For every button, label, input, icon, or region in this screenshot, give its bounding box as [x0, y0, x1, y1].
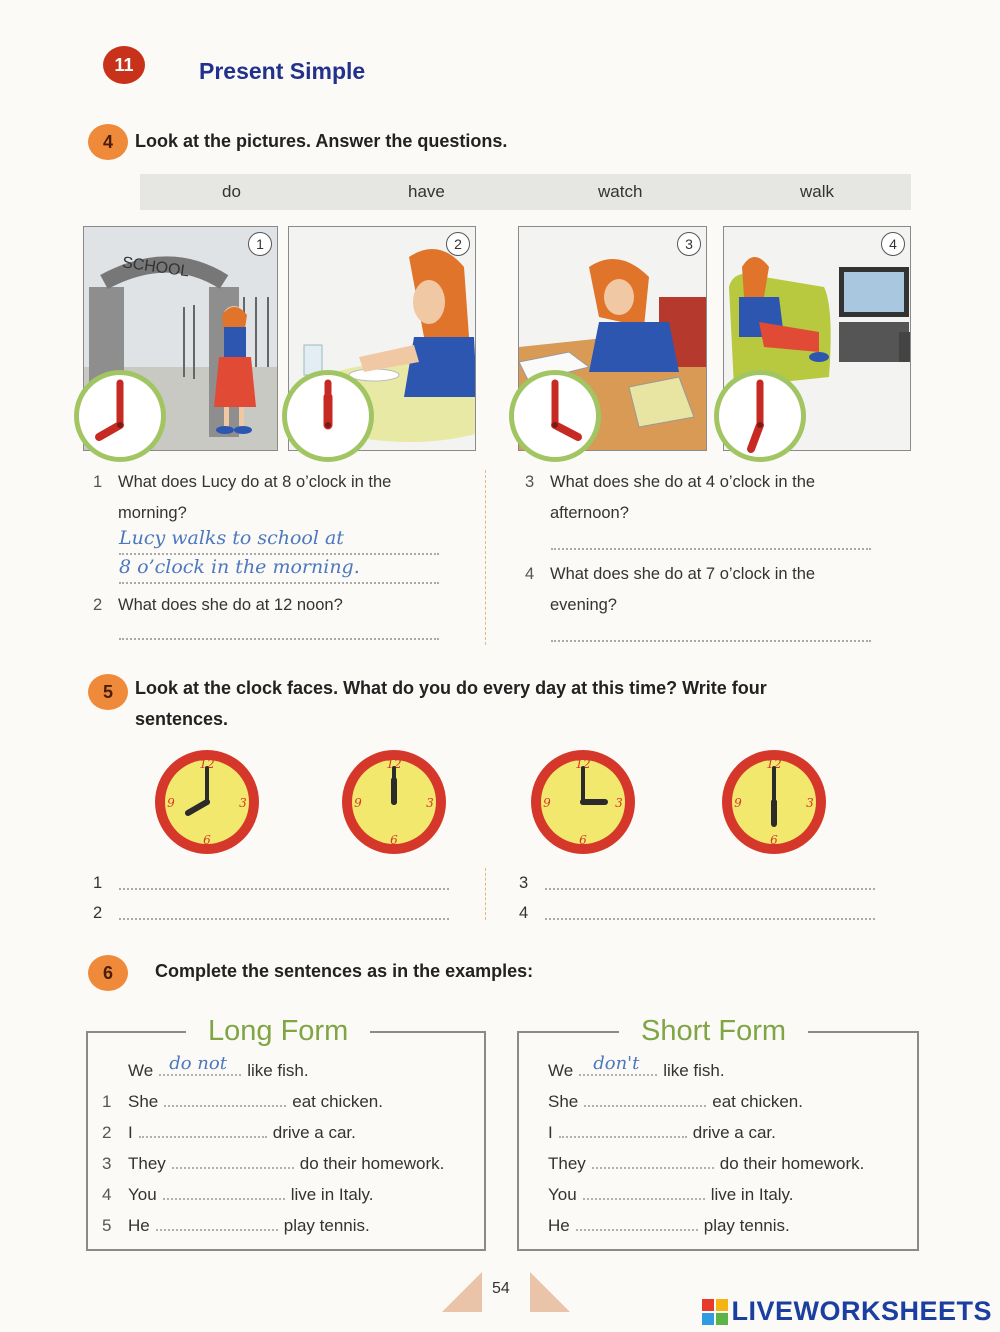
rest: play tennis.	[703, 1216, 790, 1235]
page-number: 54	[492, 1280, 510, 1297]
blank-input[interactable]	[139, 1124, 267, 1138]
unit-title: Present Simple	[199, 58, 366, 84]
verb-do: do	[222, 182, 241, 201]
example-blank	[159, 1053, 241, 1076]
verb-have: have	[408, 182, 445, 201]
sentence-2-line[interactable]	[119, 904, 449, 920]
answer-4-line[interactable]	[551, 626, 871, 642]
exercise-5-instruction	[135, 673, 925, 735]
numeral-9: 9	[354, 796, 362, 810]
blank-input[interactable]	[559, 1124, 687, 1138]
short-form-row-3	[519, 1154, 864, 1174]
numeral-3: 3	[806, 796, 814, 810]
page-corner-right	[530, 1272, 570, 1312]
long-form-row-2	[88, 1123, 356, 1143]
exercise-5-instruction-line2: sentences.	[135, 709, 229, 729]
subject: I	[548, 1123, 553, 1142]
verb-watch: watch	[598, 182, 643, 201]
verb-walk: walk	[800, 182, 835, 201]
numeral-6: 6	[203, 833, 211, 847]
subject: We	[548, 1061, 574, 1080]
clock-badge-12noon	[282, 370, 374, 462]
numeral-12: 12	[386, 757, 402, 771]
sentence-1-line[interactable]	[119, 874, 449, 890]
unit-number-badge: 11	[103, 46, 145, 84]
question-4-text-line2: evening?	[550, 596, 617, 614]
page-corner-left	[442, 1272, 482, 1312]
numeral-12: 12	[766, 757, 782, 771]
numeral-6: 6	[579, 833, 587, 847]
short-form-row-2	[519, 1123, 776, 1143]
clock-center	[771, 799, 777, 805]
numeral-9: 9	[167, 796, 175, 810]
sentence-number-1: 1	[93, 874, 103, 892]
clock-center	[580, 799, 586, 805]
short-form-example	[519, 1053, 725, 1081]
numeral-12: 12	[575, 757, 591, 771]
picture-number: 2	[446, 232, 470, 256]
exercise-5-instruction-line1: Look at the clock faces. What do you do every day at this time? Write four	[135, 678, 767, 698]
column-divider	[485, 470, 486, 645]
question-number: 3	[525, 473, 535, 491]
subject: You	[128, 1185, 157, 1204]
school-sign-text: SCHOOL	[121, 254, 191, 281]
exercise-6-instruction: Complete the sentences as in the examples:	[155, 961, 534, 981]
question-2-text: What does she do at 12 noon?	[118, 596, 343, 614]
answer-2-line[interactable]	[119, 624, 439, 640]
picture-number: 1	[248, 232, 272, 256]
row-number: 1	[102, 1092, 112, 1111]
sentence-4-line[interactable]	[545, 904, 875, 920]
exercise-5-badge: 5	[88, 674, 128, 710]
question-4-text: What does she do at 7 o’clock in the	[550, 565, 816, 583]
blank-input[interactable]	[583, 1186, 705, 1200]
example-answer-handwriting: do not	[169, 1053, 227, 1074]
clock-face-1	[153, 748, 261, 856]
numeral-3: 3	[615, 796, 623, 810]
subject: He	[128, 1216, 150, 1235]
rest: do their homework.	[299, 1154, 445, 1173]
clock-hands-icon	[514, 375, 596, 457]
clock-hands-icon	[719, 375, 801, 457]
clock-hands-icon	[79, 375, 161, 457]
rest: drive a car.	[692, 1123, 776, 1142]
subject: You	[548, 1185, 577, 1204]
exercise-6-badge: 6	[88, 955, 128, 991]
rest: eat chicken.	[712, 1092, 803, 1111]
numeral-9: 9	[543, 796, 551, 810]
rest: live in Italy.	[290, 1185, 374, 1204]
rest: play tennis.	[283, 1216, 370, 1235]
question-3-text-line2: afternoon?	[550, 504, 629, 522]
question-1	[93, 467, 453, 529]
answer-1-handwriting-line1: Lucy walks to school at	[119, 527, 344, 549]
sentence-3-line[interactable]	[545, 874, 875, 890]
subject: I	[128, 1123, 133, 1142]
answer-1-line2[interactable]	[119, 556, 439, 584]
question-3	[525, 467, 905, 529]
picture-number: 4	[881, 232, 905, 256]
liveworksheets-brand[interactable]	[702, 1296, 992, 1327]
rest: like fish.	[247, 1061, 309, 1080]
sentence-number-4: 4	[519, 904, 529, 922]
question-number: 1	[93, 473, 103, 491]
exercise-4-instruction: Look at the pictures. Answer the questions.	[135, 131, 508, 151]
long-form-row-5	[88, 1216, 370, 1236]
row-number: 5	[102, 1216, 112, 1235]
question-4	[525, 559, 905, 621]
subject: She	[128, 1092, 159, 1111]
question-2	[93, 590, 453, 621]
short-form-title: Short Form	[619, 1015, 808, 1048]
clock-hands-icon	[287, 375, 369, 457]
blank-input[interactable]	[576, 1217, 698, 1231]
brand-name: LIVEWORKSHEETS	[731, 1296, 992, 1326]
clock-badge-4pm	[509, 370, 601, 462]
question-number: 4	[525, 565, 535, 583]
clock-face-4	[720, 748, 828, 856]
short-form-row-1	[519, 1092, 803, 1112]
clock-badge-8am	[74, 370, 166, 462]
rest: do their homework.	[719, 1154, 865, 1173]
sentence-number-2: 2	[93, 904, 103, 922]
rest: live in Italy.	[710, 1185, 794, 1204]
long-form-row-1	[88, 1092, 383, 1112]
answer-1-handwriting-line2: 8 o’clock in the morning.	[119, 556, 360, 578]
picture-number: 3	[677, 232, 701, 256]
numeral-3: 3	[239, 796, 247, 810]
rest: drive a car.	[272, 1123, 356, 1142]
subject: We	[128, 1061, 154, 1080]
question-number: 2	[93, 596, 103, 614]
blank-input[interactable]	[164, 1093, 286, 1107]
column-divider	[485, 868, 486, 920]
clock-face-2	[340, 748, 448, 856]
row-number: 4	[102, 1185, 112, 1204]
short-form-box	[517, 1015, 919, 1251]
blank-input[interactable]	[592, 1155, 714, 1169]
clock-face-3	[529, 748, 637, 856]
example-blank	[579, 1053, 657, 1076]
exercise-4-badge: 4	[88, 124, 128, 160]
blank-input[interactable]	[156, 1217, 278, 1231]
example-answer-handwriting: don't	[593, 1053, 640, 1074]
subject: They	[548, 1154, 586, 1173]
long-form-row-4	[88, 1185, 374, 1205]
clock-badge-7pm	[714, 370, 806, 462]
long-form-box	[86, 1015, 486, 1251]
question-1-text: What does Lucy do at 8 o’clock in the	[118, 473, 392, 491]
clock-center	[204, 799, 210, 805]
short-form-row-5	[519, 1216, 790, 1236]
row-number: 2	[102, 1123, 112, 1142]
numeral-6: 6	[770, 833, 778, 847]
numeral-12: 12	[199, 757, 215, 771]
liveworksheets-logo-icon	[702, 1299, 728, 1325]
answer-3-line[interactable]	[551, 534, 871, 550]
blank-input[interactable]	[163, 1186, 285, 1200]
question-3-text: What does she do at 4 o’clock in the	[550, 473, 816, 491]
subject: She	[548, 1092, 579, 1111]
subject: He	[548, 1216, 570, 1235]
row-number: 3	[102, 1154, 112, 1173]
long-form-row-3	[88, 1154, 444, 1174]
numeral-6: 6	[390, 833, 398, 847]
question-1-text-line2: morning?	[118, 504, 187, 522]
rest: like fish.	[663, 1061, 725, 1080]
subject: They	[128, 1154, 166, 1173]
blank-input[interactable]	[172, 1155, 294, 1169]
sentence-number-3: 3	[519, 874, 529, 892]
numeral-3: 3	[426, 796, 434, 810]
long-form-example	[88, 1053, 309, 1081]
long-form-title: Long Form	[186, 1015, 370, 1048]
rest: eat chicken.	[292, 1092, 383, 1111]
clock-center	[391, 799, 397, 805]
verb-bar	[140, 174, 911, 210]
answer-1-line1[interactable]	[119, 527, 439, 555]
numeral-9: 9	[734, 796, 742, 810]
blank-input[interactable]	[584, 1093, 706, 1107]
short-form-row-4	[519, 1185, 794, 1205]
